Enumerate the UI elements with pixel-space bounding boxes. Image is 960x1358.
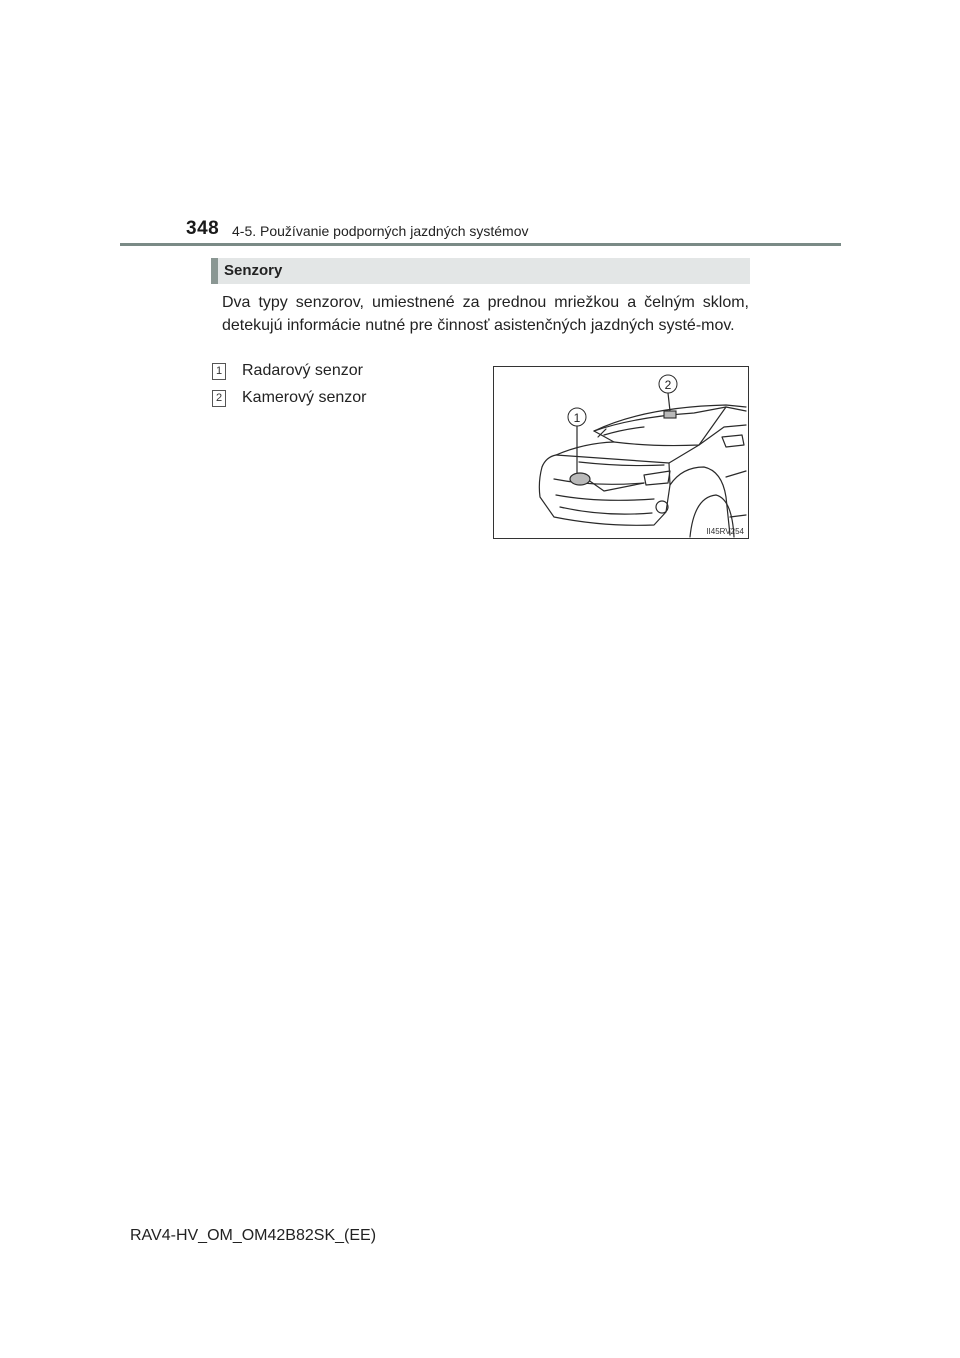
list-item	[212, 362, 363, 380]
page-number: 348	[186, 218, 220, 239]
item-number-box: 2	[212, 390, 226, 407]
header-rule	[120, 243, 841, 246]
figure-code: II45RV254	[706, 527, 744, 536]
item-number-box: 1	[212, 363, 226, 380]
callout-2-label: 2	[664, 378, 672, 392]
item-label: Kamerový senzor	[242, 389, 367, 406]
section-title: Senzory	[224, 262, 283, 279]
car-illustration	[494, 367, 750, 540]
item-label: Radarový senzor	[242, 362, 363, 379]
callout-1-label: 1	[573, 411, 581, 425]
section-description: Dva typy senzorov, umiestnené za prednou mriežkou a čelným sklom, detekujú informácie nutné pre činnosť asistenčných jazdných systé-mov.	[222, 294, 749, 334]
list-item	[212, 389, 367, 407]
car-sensor-figure	[493, 366, 749, 539]
section-accent	[211, 258, 218, 284]
camera-sensor-marker	[664, 411, 676, 418]
chapter-title: 4-5. Používanie podporných jazdných systémov	[232, 223, 529, 239]
footer-doc-id: RAV4-HV_OM_OM42B82SK_(EE)	[130, 1227, 377, 1244]
section-bar	[211, 258, 750, 284]
radar-sensor-marker	[570, 473, 590, 485]
